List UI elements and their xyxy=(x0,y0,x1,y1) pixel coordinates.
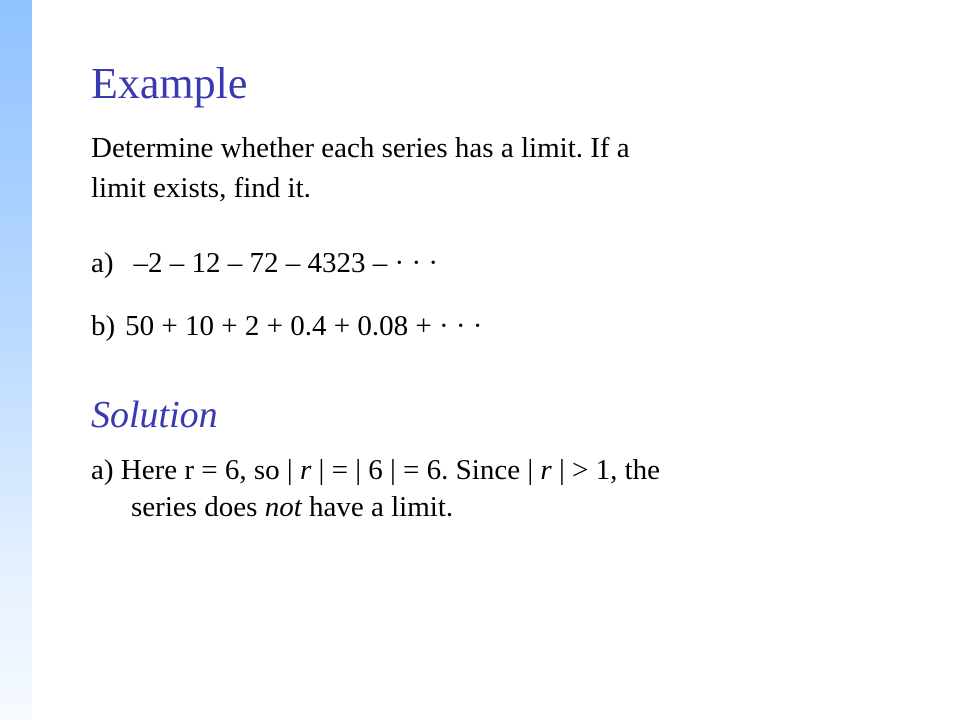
prompt-line-2: limit exists, find it. xyxy=(91,172,311,204)
answer-line-1-text-middle: | = | 6 | = 6. Since | xyxy=(311,454,541,486)
ratio-variable: r xyxy=(299,454,312,486)
problem-b-expression: 50 + 10 + 2 + 0.4 + 0.08 + · · · xyxy=(125,310,483,342)
ratio-variable: r xyxy=(540,454,552,486)
answer-line-1-text-end: | > 1, the xyxy=(551,454,661,486)
problem-a-expression: –2 – 12 – 72 – 4323 – · · · xyxy=(133,247,439,279)
answer-line-1 xyxy=(91,452,871,489)
slide-title: Example xyxy=(91,59,248,108)
problem-a-label: a) xyxy=(91,247,114,279)
answer-line-2-text-start: series does xyxy=(131,491,265,523)
solution-heading: Solution xyxy=(91,394,218,436)
answer-line-2-text-end: have a limit. xyxy=(301,491,454,523)
solution-answer xyxy=(91,452,871,526)
answer-line-2 xyxy=(91,489,871,526)
side-accent-bar xyxy=(0,0,32,720)
prompt-line-1: Determine whether each series has a limit. If a xyxy=(91,132,630,164)
problem-b-label: b) xyxy=(91,310,116,342)
problem-a xyxy=(91,245,438,281)
problem-b xyxy=(91,308,482,344)
emphasis-not: not xyxy=(264,491,302,523)
answer-line-1-text-start: a) Here r = 6, so | xyxy=(91,454,300,486)
problem-prompt xyxy=(91,128,851,208)
